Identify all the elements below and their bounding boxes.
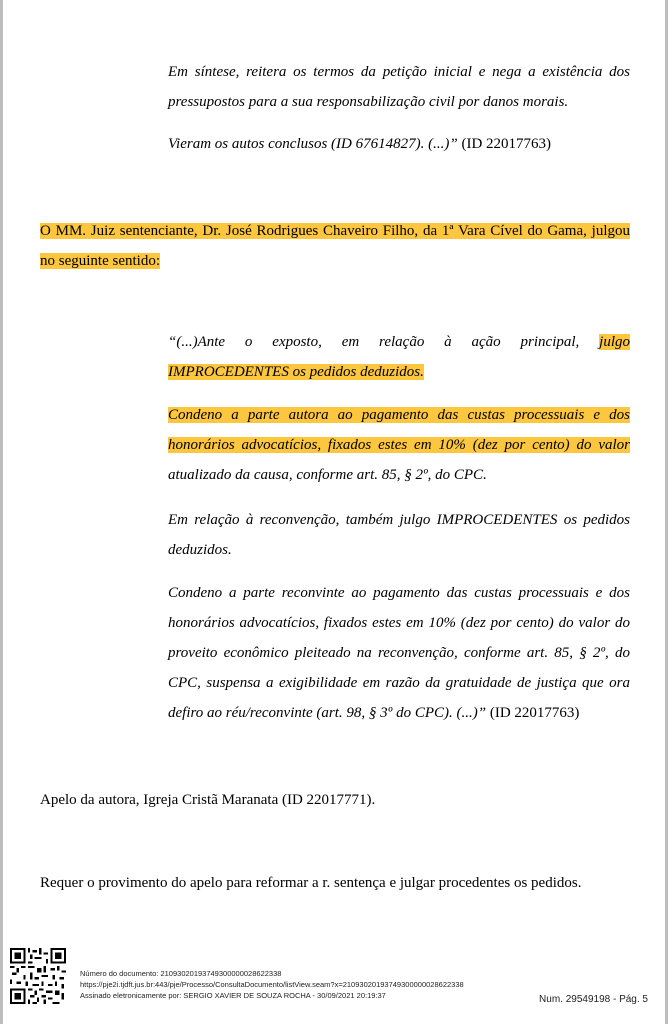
judge-intro-line-2: no seguinte sentido: — [40, 253, 160, 269]
judge-intro-line-2-wrap — [40, 246, 630, 276]
quote-summary — [168, 57, 630, 117]
quote-conclusion-text: Vieram os autos conclusos (ID 67614827). (...)” — [168, 136, 458, 152]
footer-signed-by: Assinado eletronicamente por: SERGIO XAVIER DE SOUZA ROCHA - 30/09/2021 20:19:37 — [80, 991, 386, 1000]
page-number: Num. 29549198 - Pág. 5 — [539, 994, 648, 1005]
document-footer — [0, 940, 668, 1024]
sentence-p2-line-1-wrap — [168, 400, 630, 430]
sentence-p4-text: Condeno a parte reconvinte ao pagamento das custas processuais e dos honorários advocatícios, fixados estes em 10% (dez por cento) do valor do proveito econômico pleiteado na reconvenção, conforme art. 85, § 2º, do CPC, suspensa a exigibilidade em razão da gratuidade de justiça que ora defiro ao réu/reconvinte (art. 98, § 3º do CPC). (...)” — [168, 585, 630, 721]
sentence-p1-start: “(...)Ante o exposto, em relação à ação principal, — [168, 334, 600, 350]
page-left-edge — [0, 0, 3, 1024]
sentence-p2-line-2-wrap — [168, 430, 630, 460]
sentence-p1-line-2-wrap — [168, 357, 630, 387]
sentence-p1-line-1 — [168, 327, 630, 357]
judge-intro-line-1-wrap — [40, 216, 630, 246]
sentence-paragraph-4 — [168, 578, 630, 728]
sentence-p1-highlight: julgo — [599, 334, 630, 350]
quote-conclusion — [168, 129, 630, 159]
appeal-paragraph: Apelo da autora, Igreja Cristã Maranata (ID 22017771). — [40, 792, 376, 808]
sentence-paragraph-2 — [168, 400, 630, 490]
sentence-p4-ref: (ID 22017763) — [486, 705, 580, 721]
sentence-paragraph-3: Em relação à reconvenção, também julgo IMPROCEDENTES os pedidos deduzidos. — [168, 512, 630, 558]
qr-code-icon — [10, 948, 66, 1004]
sentence-p2-line-3: atualizado da causa, conforme art. 85, § 2º, do CPC. — [168, 467, 487, 483]
sentence-p2-line-1: Condeno a parte autora ao pagamento das custas processuais e dos — [168, 407, 630, 423]
judge-intro — [40, 216, 630, 276]
footer-doc-number: Número do documento: 21093020193749300000028622338 — [80, 969, 282, 978]
sentence-p2-line-2: honorários advocatícios, fixados estes em 10% (dez por cento) do valor — [168, 437, 630, 453]
request-paragraph: Requer o provimento do apelo para reformar a r. sentença e julgar procedentes os pedidos. — [40, 875, 582, 891]
quote-summary-line-1: Em síntese, reitera os termos da petição inicial e nega a existência dos — [168, 64, 630, 80]
judge-intro-line-1: O MM. Juiz sentenciante, Dr. José Rodrigues Chaveiro Filho, da 1ª Vara Cível do Gama, julgou — [40, 223, 630, 239]
footer-signature-info — [80, 968, 464, 1001]
sentence-p1-line-2: IMPROCEDENTES os pedidos deduzidos. — [168, 364, 424, 380]
footer-doc-url[interactable]: https://pje2i.tjdft.jus.br:443/pje/Processo/ConsultaDocumento/listView.seam?x=21093020193749300000028622338 — [80, 980, 464, 989]
quote-summary-line-2: pressupostos para a sua responsabilização civil por danos morais. — [168, 94, 569, 110]
sentence-paragraph-1 — [168, 327, 630, 387]
quote-conclusion-ref: (ID 22017763) — [457, 136, 552, 152]
